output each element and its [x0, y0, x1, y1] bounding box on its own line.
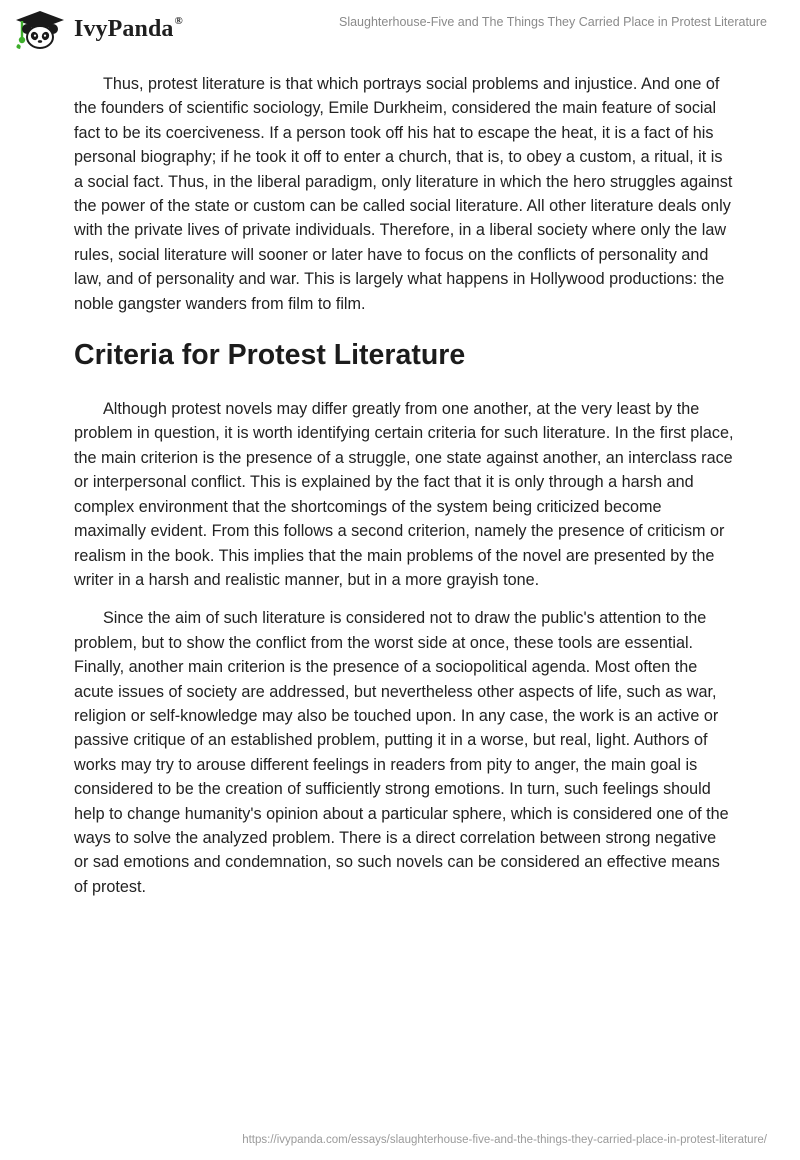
ivypanda-logo[interactable] — [12, 8, 183, 50]
paragraph-3: Since the aim of such literature is considered not to draw the public's attention to the problem, but to show the conflict from the worst side at once, these tools are essential. Finally, another main criterion is the presence of a sociopolitical agenda. Most often the acute issues of society are addressed, but nevertheless other aspects of life, such as war, religion or self-knowledge may also be touched upon. In any case, the work is an active or passive critique of an established problem, putting it in a worse, but real, light. Authors of works may try to arouse different feelings in readers from pity to anger, the main goal is considered to be the creation of sufficiently strong emotions. In turn, such feelings should help to change humanity's opinion about a particular sphere, which is considered one of the ways to solve the analyzed problem. There is a direct correlation between strong negative or sad emotions and condemnation, so such novels can be considered an effective means of protest. — [74, 609, 729, 896]
essay-body — [74, 72, 734, 913]
paragraph-1: Thus, protest literature is that which portrays social problems and injustice. And one of the founders of scientific sociology, Emile Durkheim, considered the main feature of social fact to be its coerciveness. If a person took off his hat to escape the heat, it is a fact of his personal biography; if he took it off to enter a church, that is, to obey a custom, a ritual, it is a social fact. Thus, in the liberal paradigm, only literature in which the hero struggles against the power of the state or custom can be called social literature. All other literature deals only with the private lives of private individuals. Therefore, in a liberal society where only the law rules, social literature will sooner or later have to focus on the conflicts of personality and law, and of personality and war. This is largely what happens in Hollywood productions: the noble gangster wanders from film to film. — [74, 75, 733, 313]
document-title: Slaughterhouse-Five and The Things They Carried Place in Protest Literature — [338, 15, 767, 29]
page-header — [0, 0, 800, 60]
brand-name: IvyPanda® — [74, 15, 183, 42]
source-url[interactable]: https://ivypanda.com/essays/slaughterhouse-five-and-the-things-they-carried-place-in-protest-literature/ — [242, 1134, 767, 1146]
section-heading: Criteria for Protest Literature — [74, 339, 466, 372]
panda-graduate-icon — [12, 8, 68, 50]
paragraph-2: Although protest novels may differ greatly from one another, at the very least by the problem in question, it is worth identifying certain criteria for such literature. In the first place, the main criterion is the presence of a struggle, one state against another, an interclass race or interpersonal conflict. This is explained by the fact that it is only through a harsh and complex environment that the shortcomings of the system being criticized become maximally evident. From this follows a second criterion, namely the presence of criticism or realism in the book. This implies that the main problems of the novel are presented by the writer in a harsh and realistic manner, but in a more grayish tone. — [74, 400, 734, 589]
